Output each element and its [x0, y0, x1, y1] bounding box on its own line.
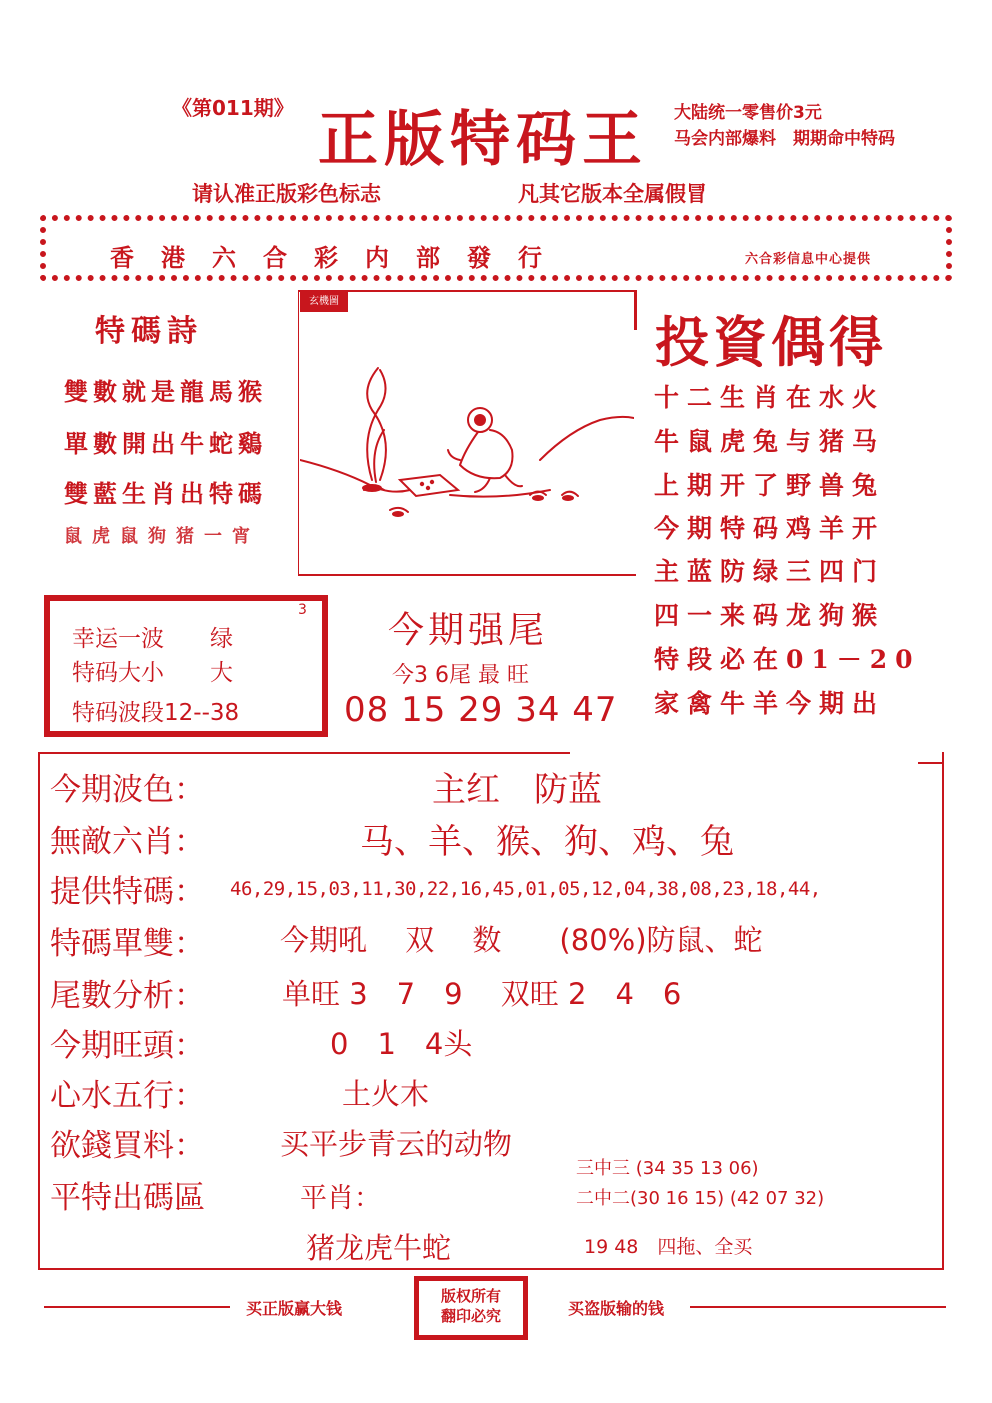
label-wuxing: 心水五行：	[50, 1078, 205, 1114]
pingxiao-animals: 猪龙虎牛蛇	[306, 1231, 452, 1265]
prediction-line: 特段必在01－20	[654, 645, 921, 674]
buy-value: 买平步青云的动物	[280, 1127, 513, 1161]
si-tuo: 19 48 四拖、全买	[584, 1236, 753, 1258]
tag-line: 马会内部爆料 期期命中特码	[674, 129, 895, 149]
prediction-line: 上期开了野兽兔	[654, 471, 886, 500]
pingxiao-label: 平肖：	[300, 1183, 381, 1214]
odd-even-value: 今期吼 双 数 (80%)防鼠、蛇	[280, 923, 763, 957]
prediction-line: 家禽牛羊今期出	[654, 689, 886, 718]
banner-title: 香港六合彩内部發行	[110, 243, 569, 272]
poem-title: 特碼詩	[95, 314, 203, 349]
analysis-box-top-right	[918, 762, 944, 764]
investment-title: 投資偶得	[655, 310, 887, 374]
prediction-line: 十二生肖在水火	[654, 383, 886, 412]
copyright-box	[414, 1276, 528, 1340]
special-numbers-value: 46,29,15,03,11,30,22,16,45,01,05,12,04,38,08,23,18,44,	[230, 878, 821, 900]
price-line: 大陆统一零售价3元	[674, 103, 822, 123]
label-tail-analysis: 尾數分析：	[50, 978, 205, 1014]
luck-size: 特码大小 大	[72, 660, 233, 686]
label-six-zodiac: 無敵六肖：	[50, 824, 205, 860]
prediction-line: 牛鼠虎兔与猪马	[654, 427, 886, 456]
label-head: 今期旺頭：	[50, 1028, 205, 1064]
poem-line: 雙藍生肖出特碼	[64, 479, 267, 508]
label-zone: 平特出碼區	[50, 1180, 205, 1216]
footer-left-text: 买正版赢大钱	[246, 1299, 343, 1318]
luck-range: 特码波段12--38	[72, 700, 240, 726]
illustration-frame-edge	[634, 290, 637, 330]
poem-line: 雙數就是龍馬猴	[64, 377, 267, 406]
luck-mark: 3	[298, 602, 307, 618]
label-buy: 欲錢買料：	[50, 1128, 205, 1164]
notice-right: 凡其它版本全属假冒	[518, 182, 707, 206]
banner-sub: 六合彩信息中心提供	[745, 252, 872, 267]
strong-tail-title: 今期强尾	[388, 610, 549, 651]
tail-analysis-value: 单旺 3 7 9 双旺 2 4 6	[282, 977, 682, 1011]
san-zhong-san: 三中三 (34 35 13 06)	[576, 1158, 759, 1179]
prediction-line: 主蓝防绿三四门	[654, 557, 886, 586]
prediction-line: 今期特码鸡羊开	[654, 514, 886, 543]
poem-line: 單數開出牛蛇鷄	[64, 429, 267, 458]
label-special-numbers: 提供特碼：	[50, 874, 205, 910]
illustration-stamp: 玄機圖	[300, 292, 348, 312]
wave-color-value: 主红 防蓝	[432, 770, 602, 810]
footer-right-text: 买盗版输的钱	[568, 1299, 665, 1318]
poem-line: 鼠虎鼠狗猪一宵	[64, 526, 260, 547]
analysis-box-top	[38, 752, 570, 754]
copyright-line1: 版权所有	[440, 1287, 501, 1305]
notice-left: 请认准正版彩色标志	[192, 182, 381, 206]
issue-number: 《第011期》	[172, 96, 294, 120]
illustration-image	[300, 310, 634, 572]
wuxing-value: 土火木	[342, 1077, 430, 1111]
strong-tail-sub: 今3 6尾 最 旺	[392, 663, 529, 688]
page-title: 正版特码王	[318, 105, 648, 175]
label-odd-even: 特碼單雙：	[50, 926, 205, 962]
head-value: 0 1 4头	[330, 1027, 473, 1061]
footer-divider-right	[690, 1306, 946, 1308]
strong-tail-numbers: 08 15 29 34 47	[344, 690, 618, 730]
footer-divider-left	[44, 1306, 230, 1308]
copyright-line2: 翻印必究	[440, 1307, 501, 1325]
prediction-line: 四一来码龙狗猴	[654, 601, 886, 630]
luck-wave: 幸运一波 绿	[72, 626, 233, 652]
six-zodiac-value: 马、羊、猴、狗、鸡、兔	[360, 822, 734, 862]
er-zhong-er: 二中二(30 16 15) (42 07 32)	[576, 1188, 825, 1209]
label-wave-color: 今期波色：	[50, 772, 205, 808]
